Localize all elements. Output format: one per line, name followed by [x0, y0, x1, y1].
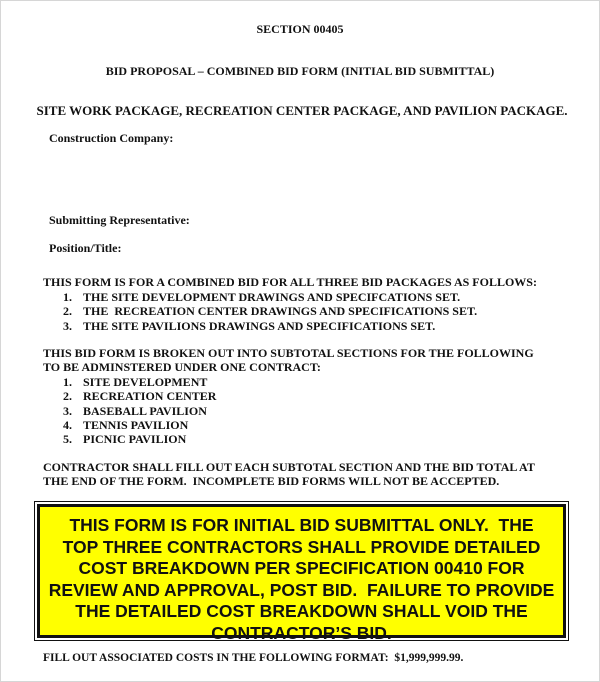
notice-line: THIS FORM IS FOR INITIAL BID SUBMITTAL ONLY. THE — [69, 515, 534, 535]
list-item-text: THE RECREATION CENTER DRAWINGS AND SPECIFICATIONS SET. — [83, 304, 478, 319]
document-title: BID PROPOSAL – COMBINED BID FORM (INITIAL BID SUBMITTAL) — [105, 64, 495, 78]
notice-line: THE DETAILED COST BREAKDOWN SHALL VOID THE — [75, 601, 528, 621]
instructions-line2: THE END OF THE FORM. INCOMPLETE BID FORMS WILL NOT BE ACCEPTED. — [43, 474, 500, 488]
list-item-text: BASEBALL PAVILION — [83, 403, 207, 418]
list-item — [63, 418, 216, 432]
section-heading: SECTION 00405 — [256, 22, 344, 36]
list-item-number: 2. — [63, 304, 72, 319]
notice-line: COST BREAKDOWN PER SPECIFICATION 00410 FOR — [78, 558, 525, 578]
list-item — [63, 389, 216, 403]
list-item-number: 3. — [63, 403, 72, 418]
list-item-number: 5. — [63, 432, 72, 447]
list-item-number: 4. — [63, 417, 72, 432]
list-item — [63, 432, 216, 446]
combined-bid-intro: THIS FORM IS FOR A COMBINED BID FOR ALL THREE BID PACKAGES AS FOLLOWS: — [43, 275, 537, 289]
list-item-text: TENNIS PAVILION — [83, 417, 189, 432]
subtotal-intro-line1: THIS BID FORM IS BROKEN OUT INTO SUBTOTAL SECTIONS FOR THE FOLLOWING — [43, 346, 534, 360]
list-item-number: 2. — [63, 389, 72, 404]
construction-company-label: Construction Company: — [49, 131, 174, 145]
combined-bid-list — [63, 290, 477, 333]
list-item-text: THE SITE PAVILIONS DRAWINGS AND SPECIFICATIONS SET. — [83, 318, 436, 333]
document-subtitle: SITE WORK PACKAGE, RECREATION CENTER PACKAGE, AND PAVILION PACKAGE. — [36, 103, 568, 118]
list-item-text: PICNIC PAVILION — [83, 432, 187, 447]
notice-box-content — [37, 504, 566, 643]
list-item-number: 1. — [63, 375, 72, 389]
format-note: FILL OUT ASSOCIATED COSTS IN THE FOLLOWING FORMAT: $1,999,999.99. — [43, 652, 464, 664]
submitting-representative-label: Submitting Representative: — [49, 213, 190, 227]
list-item — [63, 375, 216, 389]
list-item-number: 3. — [63, 318, 72, 333]
list-item-text: SITE DEVELOPMENT — [83, 375, 208, 389]
list-item — [63, 404, 216, 418]
notice-line: CONTRACTOR’S BID. — [211, 622, 392, 643]
list-item — [63, 304, 477, 318]
notice-box — [34, 501, 569, 641]
instructions-line1: CONTRACTOR SHALL FILL OUT EACH SUBTOTAL SECTION AND THE BID TOTAL AT — [43, 460, 535, 474]
list-item-text: THE SITE DEVELOPMENT DRAWINGS AND SPECIFCATIONS SET. — [83, 290, 461, 304]
subtotal-sections-list — [63, 375, 216, 446]
notice-line: TOP THREE CONTRACTORS SHALL PROVIDE DETAILED — [62, 536, 541, 557]
position-title-label: Position/Title: — [49, 241, 122, 255]
list-item-number: 1. — [63, 290, 72, 304]
subtotal-intro-line2: TO BE ADMINSTERED UNDER ONE CONTRACT: — [43, 360, 321, 374]
list-item — [63, 319, 477, 333]
notice-line: REVIEW AND APPROVAL, POST BID. FAILURE TO PROVIDE — [48, 579, 555, 600]
list-item-text: RECREATION CENTER — [83, 389, 217, 404]
list-item — [63, 290, 477, 304]
